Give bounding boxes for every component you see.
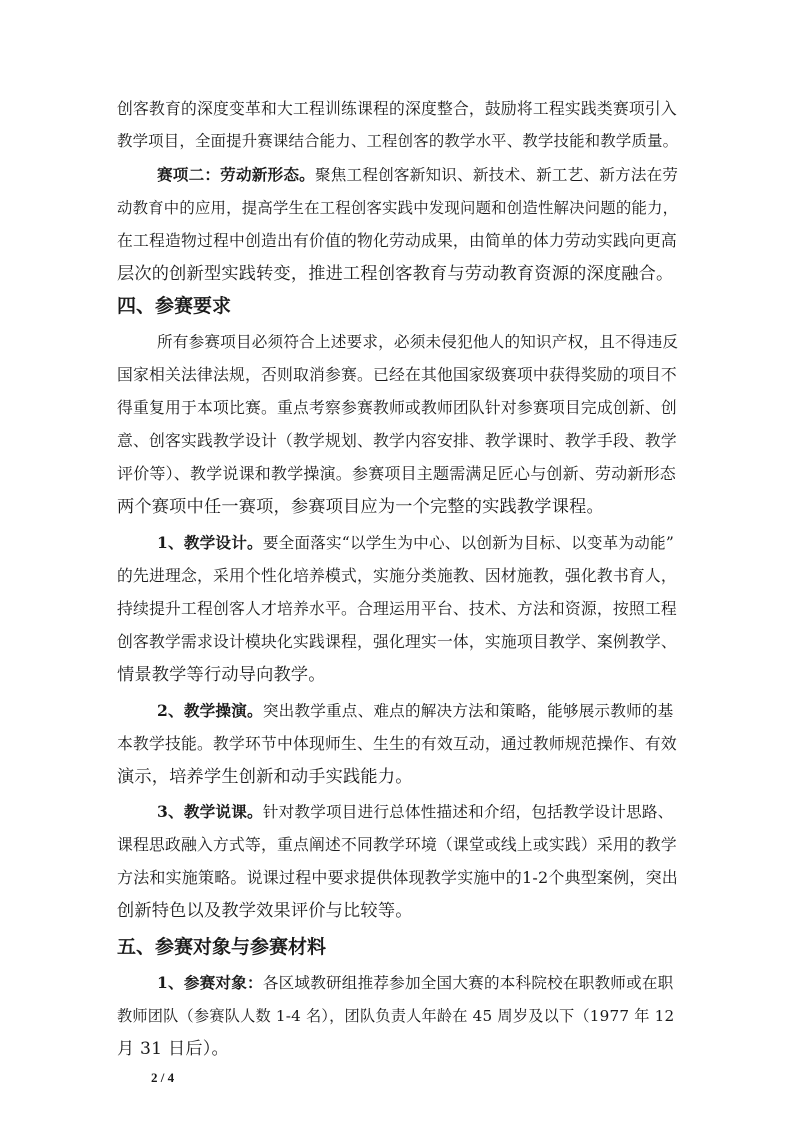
- section5-item1-label: 1、参赛对象：: [157, 973, 263, 992]
- item3-line-2: 课程思政融入方式等，重点阐述不同教学环境（课堂或线上或实践）采用的教学: [117, 835, 677, 854]
- item3-line-4: 创新特色以及教学效果评价与比较等。: [117, 901, 413, 921]
- event2-line-3: 在工程造物过程中创造出有价值的物化劳动成果，由简单的体力劳动实践向更高: [117, 231, 677, 250]
- item2-label: 2、教学操演。: [157, 701, 263, 720]
- section4-para-line-1: 所有参赛项目必须符合上述要求，必须未侵犯他人的知识产权，且不得违反: [157, 333, 679, 351]
- item2-line-1: [157, 696, 673, 726]
- item1-line-1: [157, 528, 674, 558]
- intro-line-1: 创客教育的深度变革和大工程训练课程的深度整合，鼓励将工程实践类赛项引入: [117, 99, 677, 118]
- item3-line-3: 方法和实施策略。说课过程中要求提供体现教学实施中的1-2个典型案例，突出: [117, 868, 678, 887]
- section4-para-line-2: 国家相关法律法规，否则取消参赛。已经在其他国家级赛项中获得奖励的项目不: [117, 365, 677, 384]
- section5-item1-line-1: [157, 968, 673, 998]
- section4-para-line-3: 得重复用于本项比赛。重点考察参赛教师或教师团队针对参赛项目完成创新、创: [117, 398, 677, 417]
- section4-para-line-6: 两个赛项中任一赛项，参赛项目应为一个完整的实践教学课程。: [117, 497, 604, 517]
- event2-line-2: 动教育中的应用，提高学生在工程创客实践中发现问题和创造性解决问题的能力，: [117, 199, 679, 217]
- page-number: 2 / 4: [151, 1070, 175, 1085]
- item2-line-3: 演示，培养学生创新和动手实践能力。: [117, 767, 413, 787]
- section4-para-line-5: 评价等）、教学说课和教学操演。参赛项目主题需满足匠心与创新、劳动新形态: [117, 464, 677, 483]
- item3-line-1: [157, 797, 673, 827]
- event2-line-1-text: 聚焦工程创客新知识、新技术、新工艺、新方法在劳: [314, 166, 679, 184]
- item3-label: 3、教学说课。: [157, 802, 263, 821]
- section5-item1-line-2: 教师团队（参赛队人数 1-4 名），团队负责人年龄在 45 周岁及以下（1977 年 12: [117, 1007, 675, 1025]
- item1-line-1-text: 要全面落实“以学生为中心、以创新为目标、以变革为动能”: [262, 534, 675, 552]
- item1-line-3: 持续提升工程创客人才培养水平。合理运用平台、技术、方法和资源，按照工程: [117, 599, 677, 618]
- item1-line-2: 的先进理念，采用个性化培养模式，实施分类施教、因材施教，强化教书育人，: [117, 566, 677, 585]
- item2-line-1-text: 突出教学重点、难点的解决方法和策略，能够展示教师的基: [262, 702, 674, 720]
- item2-line-2: 本教学技能。教学环节中体现师生、生生的有效互动，通过教师规范操作、有效: [117, 734, 677, 753]
- section5-heading: 五、参赛对象与参赛材料: [117, 936, 327, 958]
- event2-line-4: 层次的创新型实践转变，推进工程创客教育与劳动教育资源的深度融合。: [117, 264, 674, 284]
- event2-line-1: [157, 160, 678, 190]
- section5-item1-line-3: 月 31 日后）。: [117, 1039, 229, 1059]
- event2-label: 赛项二：劳动新形态。: [157, 165, 315, 184]
- item1-line-5: 情景教学等行动导向教学。: [117, 665, 326, 685]
- section4-heading: 四、参赛要求: [117, 295, 232, 317]
- section5-item1-line-1-text: 各区域教研组推荐参加全国大赛的本科院校在职教师或在职: [262, 974, 674, 992]
- section4-para-line-4: 意、创客实践教学设计（教学规划、教学内容安排、教学课时、教学手段、教学: [117, 431, 677, 450]
- item1-label: 1、教学设计。: [157, 533, 263, 552]
- item1-line-4: 创客教学需求设计模块化实践课程，强化理实一体，实施项目教学、案例教学、: [117, 632, 677, 651]
- item3-line-1-text: 针对教学项目进行总体性描述和介绍，包括教学设计思路、: [262, 803, 674, 821]
- intro-line-2: 教学项目，全面提升赛课结合能力、工程创客的教学水平、教学技能和教学质量。: [117, 132, 679, 150]
